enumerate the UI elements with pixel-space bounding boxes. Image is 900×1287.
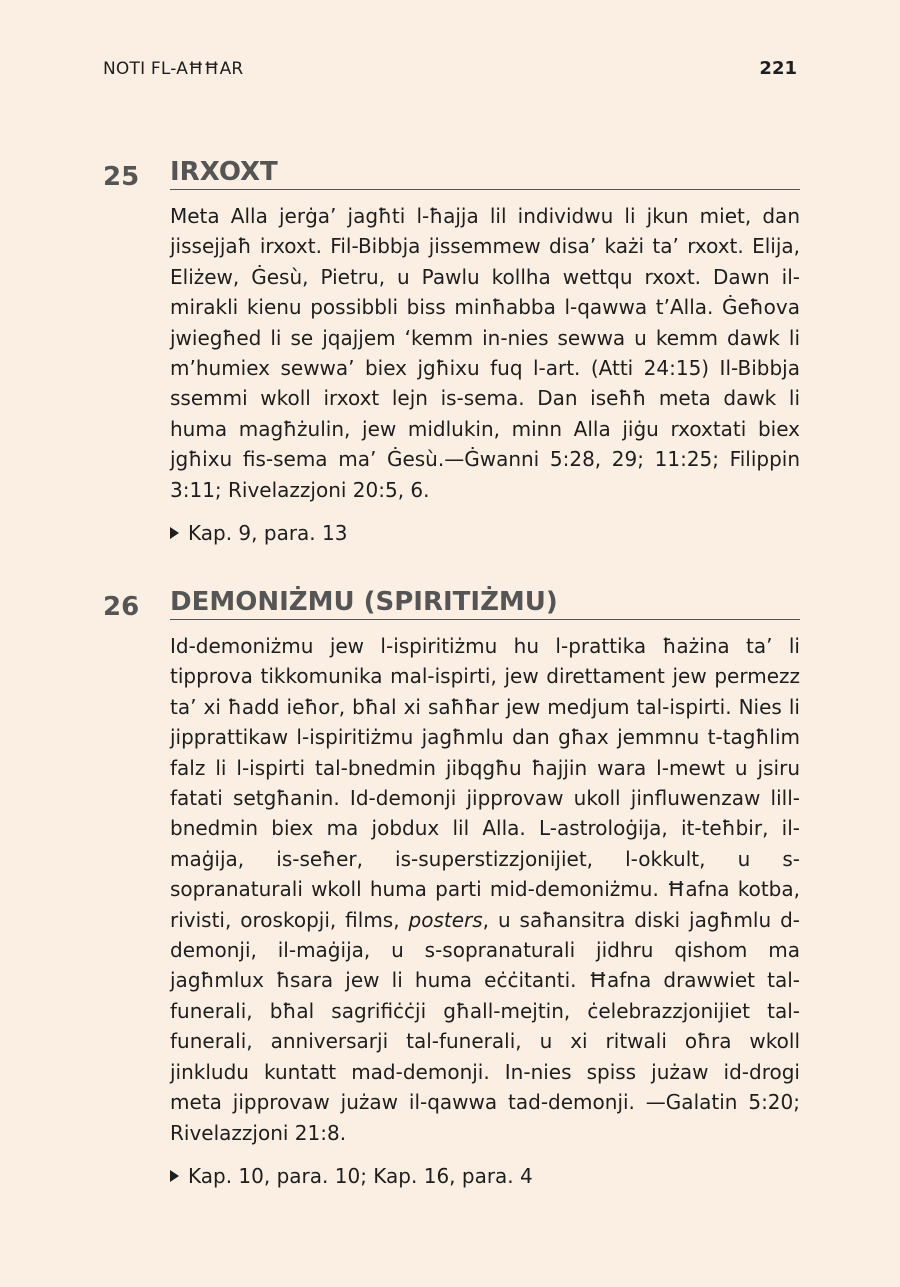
entry-text: Meta Alla jerġa’ jagħti l-ħajja lil individwu li jkun miet, dan jissejjaħ irxoxt. Fil-Bibbja jissemmew disa’ każi ta’ rxoxt. Elija, Eliżew, Ġesù, Pietru, u Pawlu kollha wettqu rxoxt. Dawn il-mirakli kienu possibbli biss minħabba l-qawwa t’Alla. Ġeħova jwiegħed li se jqajjem ‘kemm in-nies sewwa u kemm dawk li m’humiex sewwa’ biex jgħixu fuq l-art. (Atti 24:15) Il-Bibbja ssemmi wkoll irxoxt lejn is-sema. Dan iseħħ meta dawk li huma magħżulin, jew midlukin, minn Alla jiġu rxoxtati biex jgħixu fis-sema ma’ Ġesù.—Ġwanni 5:28, 29; 11:25; Filippin 3:11; Rivelazzjoni 20:5, 6.	[170, 204, 800, 502]
page-number: 221	[759, 58, 797, 79]
entry-text-italic: posters	[408, 907, 483, 932]
chapter-reference-text: Kap. 10, para. 10; Kap. 16, para. 4	[188, 1163, 533, 1188]
triangle-right-icon	[170, 1170, 179, 1182]
running-head: NOTI FL-AĦĦAR	[103, 59, 244, 79]
page-header	[103, 58, 797, 79]
entry-number: 25	[103, 162, 140, 192]
chapter-reference-text: Kap. 9, para. 13	[188, 521, 348, 546]
chapter-reference-link[interactable]	[170, 1161, 800, 1191]
entry-heading	[103, 582, 800, 620]
entry-title: IRXOXT	[170, 159, 800, 190]
entry-heading	[103, 152, 800, 190]
entry-text-part-b: , u saħansitra diski jagħmlu d-demonji, il-maġija, u s-sopranaturali jidhru qishom ma jagħmlux ħsara jew li huma eċċitanti. Ħafna drawwiet tal-funerali, bħal sagrifiċċji għall-mejtin, ċelebrazzjonijiet tal-funerali, anniversarji tal-funerali, u xi ritwali oħra wkoll jinkludu kuntatt mad-demonji. In-nies spiss jużaw id-drogi meta jipprovaw jużaw il-qawwa tad-demonji. —Galatin 5:20; Rivelazzjoni 21:8.	[170, 907, 800, 1145]
entry-irxoxt	[103, 152, 800, 548]
entry-title: DEMONIŻMU (SPIRITIŻMU)	[170, 589, 800, 620]
entry-number: 26	[103, 592, 140, 622]
triangle-right-icon	[170, 527, 179, 539]
entry-text	[170, 631, 800, 1148]
chapter-reference-link[interactable]	[170, 518, 800, 548]
entry-text-part-a: Id-demoniżmu jew l-ispiritiżmu hu l-prattika ħażina ta’ li tipprova tikkomunika mal-ispirti, jew direttament jew permezz ta’ xi ħadd ieħor, bħal xi saħħar jew medjum tal-ispirti. Nies li jipprattikaw l-ispiritiżmu jagħmlu dan għax jemmnu t-tagħlim falz li l-ispirti tal-bnedmin jibqgħu ħajjin wara l-mewt u jsiru fatati setgħanin. Id-demonji jipprovaw ukoll jinfluwenzaw lill-bnedmin biex ma jobdux lil Alla. L-astroloġija, it-teħbir, il-maġija, is-seħer, is-superstizzjonijiet, l-okkult, u s-sopranaturali wkoll huma parti mid-demoniżmu. Ħafna kotba, rivisti, oroskopji, films,	[170, 634, 800, 932]
entry-demonizmu	[103, 582, 800, 1191]
